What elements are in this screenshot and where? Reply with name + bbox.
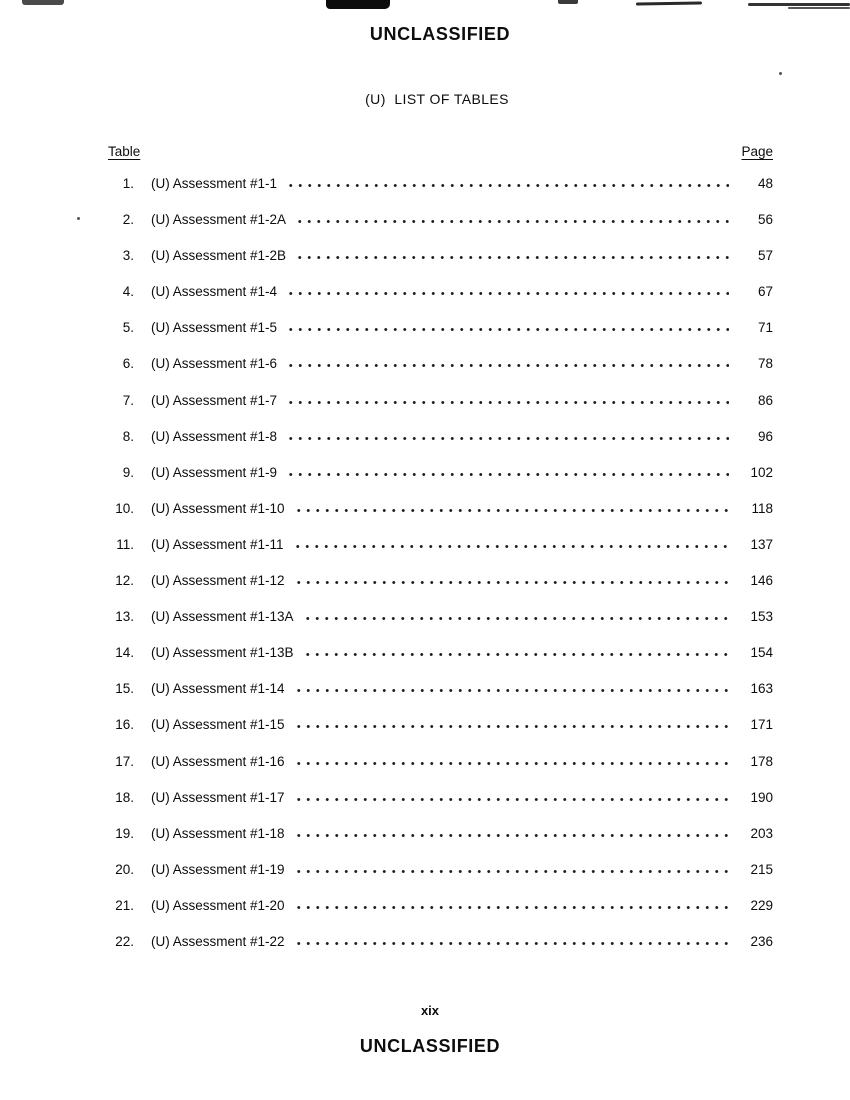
row-number: 1. xyxy=(122,176,134,191)
table-row xyxy=(104,176,773,212)
row-number: 15. xyxy=(115,681,134,697)
dot-leader xyxy=(303,616,729,621)
table-row xyxy=(104,790,773,826)
row-number: 11. xyxy=(116,536,134,552)
column-header-page: Page xyxy=(741,144,773,159)
table-row xyxy=(104,284,773,320)
table-row xyxy=(104,717,773,753)
dot-leader xyxy=(286,363,729,368)
column-header-row xyxy=(108,144,773,159)
table-row xyxy=(104,429,773,465)
row-number: 2. xyxy=(122,212,134,228)
row-number: 8. xyxy=(122,428,134,444)
row-label: (U) Assessment #1-7 xyxy=(151,392,278,408)
row-number: 14. xyxy=(115,645,134,661)
dot-leader xyxy=(286,400,729,405)
row-page: 71 xyxy=(757,320,773,336)
row-number: 10. xyxy=(115,500,134,516)
table-row xyxy=(104,320,773,356)
row-page: 163 xyxy=(750,681,773,697)
row-page: 67 xyxy=(757,284,773,300)
row-page: 236 xyxy=(750,933,773,949)
row-label: (U) Assessment #1-15 xyxy=(151,717,285,733)
row-number: 22. xyxy=(115,933,134,949)
row-page: 154 xyxy=(750,645,773,661)
row-number: 6. xyxy=(122,356,134,372)
row-page: 96 xyxy=(757,428,773,444)
row-page: 118 xyxy=(751,500,773,516)
page-number: xix xyxy=(420,1003,440,1018)
row-label: (U) Assessment #1-8 xyxy=(151,428,278,444)
scan-artifact xyxy=(636,1,702,5)
scan-speck xyxy=(779,72,782,75)
row-label: (U) Assessment #1-16 xyxy=(151,753,285,769)
row-number: 5. xyxy=(122,320,134,336)
row-page: 57 xyxy=(757,248,773,264)
row-label: (U) Assessment #1-5 xyxy=(151,320,278,336)
dot-leader xyxy=(294,508,729,513)
row-label: (U) Assessment #1-9 xyxy=(151,464,278,480)
row-page: 215 xyxy=(750,861,773,877)
dot-leader xyxy=(294,761,729,766)
row-page: 56 xyxy=(757,212,773,228)
scan-artifact xyxy=(788,7,850,9)
row-page: 48 xyxy=(757,176,773,191)
scan-speck xyxy=(77,217,80,220)
dot-leader xyxy=(294,797,729,802)
row-label: (U) Assessment #1-2A xyxy=(151,212,287,228)
row-page: 171 xyxy=(750,717,773,733)
row-page: 178 xyxy=(750,753,773,769)
row-label: (U) Assessment #1-19 xyxy=(151,861,285,877)
row-page: 190 xyxy=(750,789,773,805)
table-row xyxy=(104,212,773,248)
table-row xyxy=(104,862,773,898)
row-label: (U) Assessment #1-11 xyxy=(151,536,284,552)
dot-leader xyxy=(286,327,729,332)
row-label: (U) Assessment #1-20 xyxy=(151,897,285,913)
row-label: (U) Assessment #1-13A xyxy=(151,609,294,625)
dot-leader xyxy=(294,833,729,838)
table-row xyxy=(104,501,773,537)
table-row xyxy=(104,248,773,284)
row-label: (U) Assessment #1-17 xyxy=(151,789,285,805)
table-row xyxy=(104,934,773,970)
row-number: 12. xyxy=(115,573,134,589)
row-number: 9. xyxy=(122,464,134,480)
dot-leader xyxy=(286,183,729,188)
dot-leader xyxy=(286,436,729,441)
row-page: 146 xyxy=(750,573,773,589)
page-title: (U) LIST OF TABLES xyxy=(365,91,509,107)
dot-leader xyxy=(293,544,729,549)
dot-leader xyxy=(295,219,729,224)
table-row xyxy=(104,356,773,392)
row-label: (U) Assessment #1-10 xyxy=(151,500,285,516)
row-number: 4. xyxy=(122,284,134,300)
dot-leader xyxy=(294,941,729,946)
row-number: 3. xyxy=(122,248,134,264)
table-row xyxy=(104,537,773,573)
dot-leader xyxy=(294,580,729,585)
row-number: 17. xyxy=(115,753,134,769)
row-page: 78 xyxy=(757,356,773,372)
table-row xyxy=(104,898,773,934)
classification-banner-top: UNCLASSIFIED xyxy=(369,24,511,44)
table-row xyxy=(104,754,773,790)
table-row xyxy=(104,465,773,501)
row-page: 102 xyxy=(750,464,773,480)
row-number: 18. xyxy=(115,789,134,805)
row-label: (U) Assessment #1-22 xyxy=(151,933,285,949)
table-row xyxy=(104,393,773,429)
dot-leader xyxy=(295,255,729,260)
dot-leader xyxy=(303,652,729,657)
table-row xyxy=(104,645,773,681)
row-label: (U) Assessment #1-2B xyxy=(151,248,287,264)
row-number: 16. xyxy=(115,717,134,733)
row-page: 229 xyxy=(750,897,773,913)
row-label: (U) Assessment #1-6 xyxy=(151,356,278,372)
table-row xyxy=(104,681,773,717)
row-label: (U) Assessment #1-13B xyxy=(151,645,294,661)
dot-leader xyxy=(286,472,729,477)
dot-leader xyxy=(294,688,729,693)
scan-artifact xyxy=(558,0,578,4)
table-row xyxy=(104,609,773,645)
column-header-table: Table xyxy=(108,144,141,159)
dot-leader xyxy=(286,291,729,296)
scan-artifact xyxy=(748,3,850,6)
row-label: (U) Assessment #1-4 xyxy=(151,284,278,300)
scan-artifact xyxy=(22,0,64,5)
dot-leader xyxy=(294,905,729,910)
row-number: 13. xyxy=(115,609,134,625)
row-page: 203 xyxy=(750,825,773,841)
table-row xyxy=(104,573,773,609)
row-number: 19. xyxy=(115,825,134,841)
row-page: 86 xyxy=(757,392,773,408)
row-label: (U) Assessment #1-1 xyxy=(151,176,278,191)
table-row xyxy=(104,826,773,862)
row-label: (U) Assessment #1-18 xyxy=(151,825,285,841)
scan-artifact xyxy=(326,0,390,9)
classification-banner-bottom: UNCLASSIFIED xyxy=(359,1036,501,1056)
row-number: 7. xyxy=(122,392,134,408)
row-number: 20. xyxy=(115,861,134,877)
row-label: (U) Assessment #1-12 xyxy=(151,573,285,589)
dot-leader xyxy=(294,869,729,874)
row-label: (U) Assessment #1-14 xyxy=(151,681,285,697)
row-number: 21. xyxy=(115,897,134,913)
table-rows xyxy=(104,176,773,970)
row-page: 137 xyxy=(750,536,773,552)
row-page: 153 xyxy=(750,609,773,625)
dot-leader xyxy=(294,724,729,729)
